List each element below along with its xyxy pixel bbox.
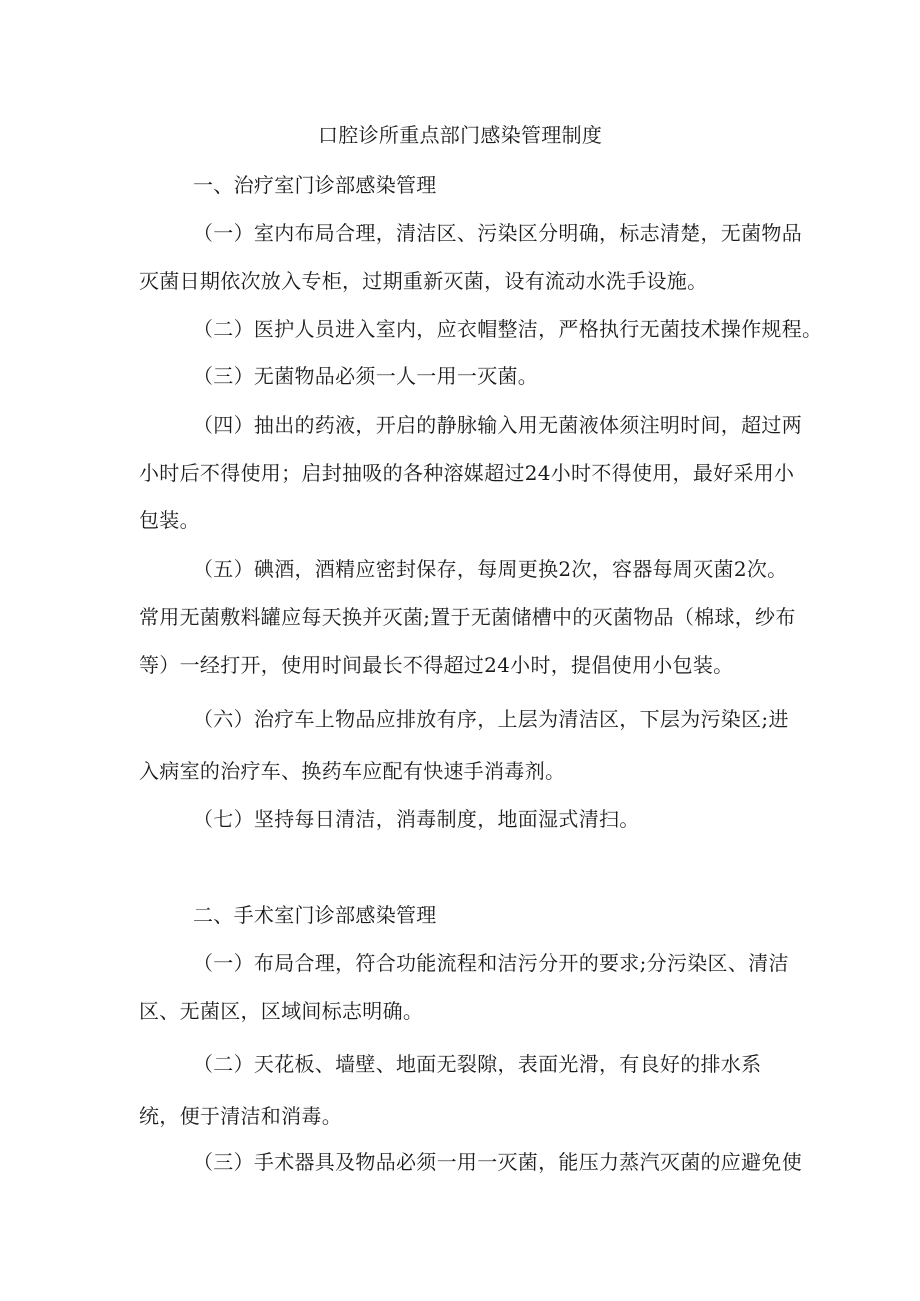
- s1-item4-line2: 小时后不得使用；启封抽吸的各种溶媒超过24小时不得使用，最好采用小: [139, 461, 795, 485]
- s1-item3-line1: （三）无菌物品必须一人一用一灭菌。: [193, 364, 539, 388]
- s2-item1-line2: 区、无菌区，区域间标志明确。: [139, 999, 424, 1023]
- s2-item3-line1: （三）手术器具及物品必须一用一灭菌，能压力蒸汽灭菌的应避免使: [193, 1150, 802, 1174]
- s1-item1-line1: （一）室内布局合理，清洁区、污染区分明确，标志清楚，无菌物品: [193, 221, 802, 245]
- s1-item2-line1: （二）医护人员进入室内，应衣帽整洁，严格执行无菌技术操作规程。: [193, 317, 823, 341]
- s1-item5-line2: 常用无菌敷料罐应每天换并灭菌;置于无菌储槽中的灭菌物品（棉球，纱布: [139, 605, 796, 629]
- s1-item1-line2: 灭菌日期依次放入专柜，过期重新灭菌，设有流动水洗手设施。: [139, 269, 708, 293]
- s2-item2-line1: （二）天花板、墙壁、地面无裂隙，表面光滑，有良好的排水系: [193, 1052, 762, 1076]
- s1-item4-line1: （四）抽出的药液，开启的静脉输入用无菌液体须注明时间，超过两: [193, 413, 802, 437]
- s1-item6-line1: （六）治疗车上物品应排放有序，上层为清洁区，下层为污染区;进: [193, 707, 789, 731]
- s2-item2-line2: 统，便于清洁和消毒。: [139, 1104, 342, 1128]
- document-title: 口腔诊所重点部门感染管理制度: [318, 123, 603, 147]
- s1-item7-line1: （七）坚持每日清洁，消毒制度，地面湿式清扫。: [193, 807, 640, 831]
- section2-heading: 二、手术室门诊部感染管理: [193, 903, 437, 927]
- s2-item1-line1: （一）布局合理，符合功能流程和洁污分开的要求;分污染区、清洁: [193, 951, 789, 975]
- s1-item6-line2: 入病室的治疗车、换药车应配有快速手消毒剂。: [139, 759, 566, 783]
- section1-heading: 一、治疗室门诊部感染管理: [193, 173, 437, 197]
- s1-item5-line3: 等）一经打开，使用时间最长不得超过24小时，提倡使用小包装。: [139, 653, 734, 677]
- s1-item5-line1: （五）碘酒，酒精应密封保存，每周更换2次，容器每周灭菌2次。: [193, 557, 788, 581]
- s1-item4-line3: 包装。: [139, 508, 200, 532]
